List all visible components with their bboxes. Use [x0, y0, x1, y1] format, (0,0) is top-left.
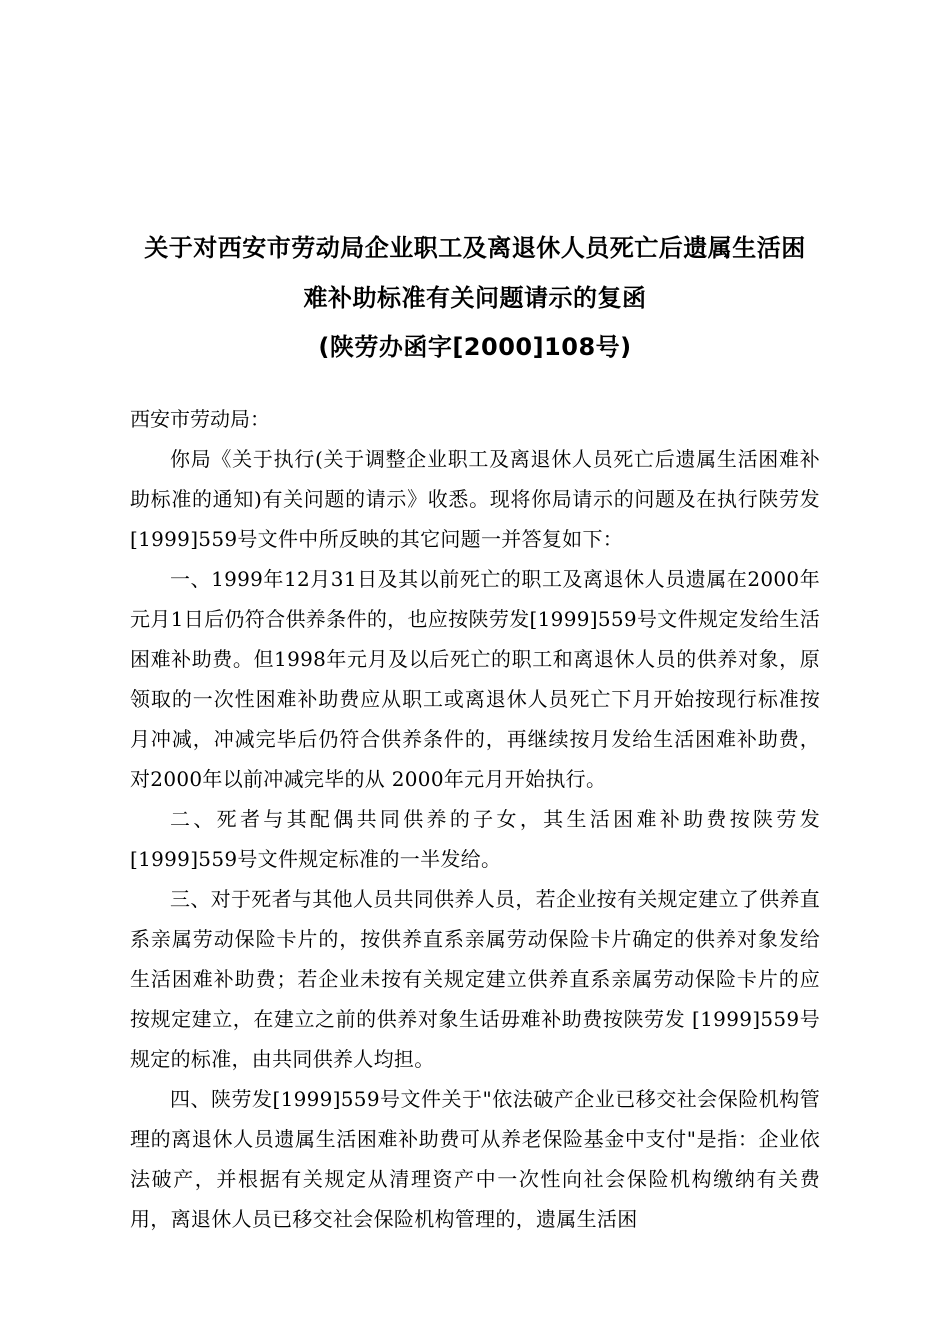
paragraph-item-4: 四、陕劳发[1999]559号文件关于"依法破产企业已移交社会保险机构管理的离退休人员遗属生活困难补助费可从养老保险基金中支付"是指：企业依法破产，并根据有关规定从清理资产中一次性向社会保险机构缴纳有关费用，离退休人员已移交社会保险机构管理的，遗属生活困	[130, 1087, 820, 1231]
document-title-block	[120, 222, 830, 359]
salutation: 西安市劳动局：	[130, 407, 270, 431]
paragraph-intro: 你局《关于执行(关于调整企业职工及离退休人员死亡后遗属生活困难补助标准的通知)有关问题的请示》收悉。现将你局请示的问题及在执行陕劳发[1999]559号文件中所反映的其它问题一并答复如下：	[130, 447, 820, 551]
document-title-line-1: 关于对西安市劳动局企业职工及离退休人员死亡后遗属生活困	[144, 234, 806, 262]
document-title-line-2: 难补助标准有关问题请示的复函	[303, 284, 647, 312]
document-body	[130, 399, 820, 1239]
paragraph-item-1: 一、1999年12月31日及其以前死亡的职工及离退休人员遗属在2000年元月1日后仍符合供养条件的，也应按陕劳发[1999]559号文件规定发给生活困难补助费。但1998年元月及以后死亡的职工和离退休人员的供养对象，原领取的一次性困难补助费应从职工或离退休人员死亡下月开始按现行标准按月冲减，冲减完毕后仍符合供养条件的，再继续按月发给生活困难补助费，对2000年以前冲减完毕的从 2000年元月开始执行。	[130, 567, 820, 791]
paragraph-item-3: 三、对于死者与其他人员共同供养人员，若企业按有关规定建立了供养直系亲属劳动保险卡片的，按供养直系亲属劳动保险卡片确定的供养对象发给生活困难补助费；若企业未按有关规定建立供养直系亲属劳动保险卡片的应按规定建立，在建立之前的供养对象生话毋难补助费按陕劳发 [1999]559号规定的标准，由共同供养人均担。	[130, 887, 820, 1071]
paragraph-item-2: 二、死者与其配偶共同供养的子女，其生活困难补助费按陕劳发[1999]559号文件规定标准的一半发给。	[130, 807, 820, 871]
document-number: (陕劳办函字[2000]108号)	[318, 333, 632, 361]
